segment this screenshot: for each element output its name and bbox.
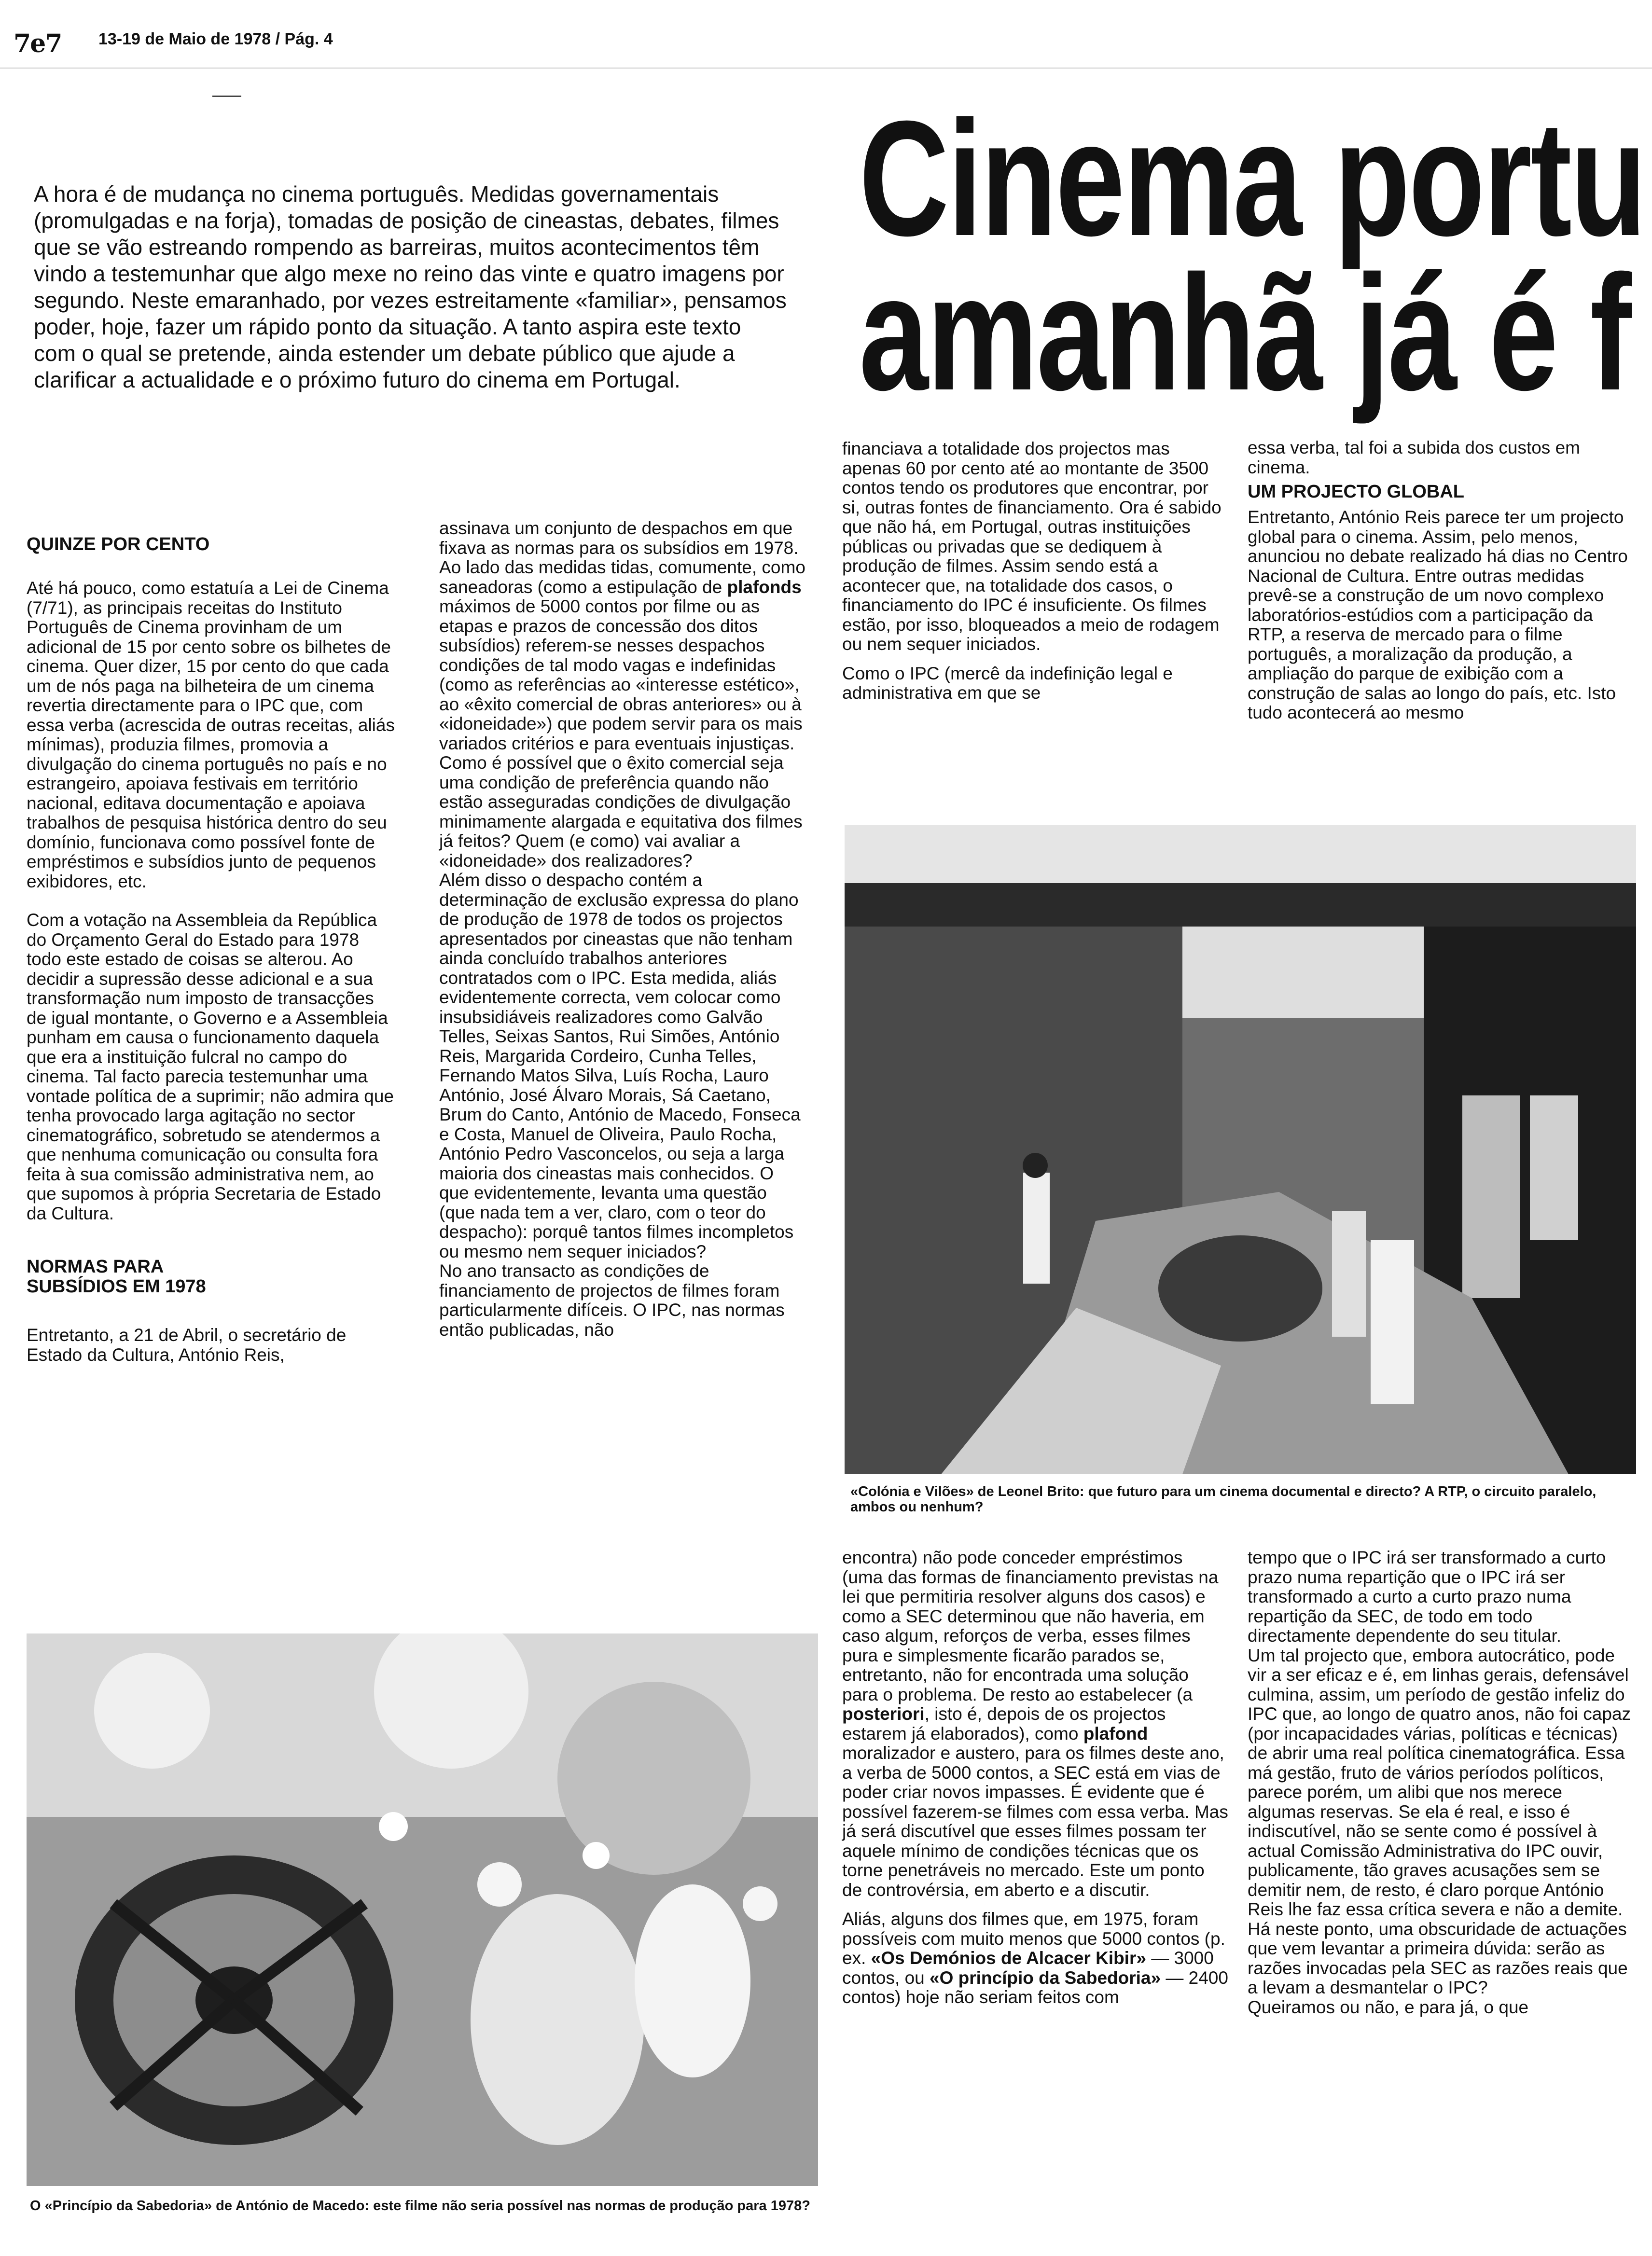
col4-bottom-paragraph-1: tempo que o IPC irá ser transformado a curto prazo numa repartição que o IPC irá ser transformado a curto a curto prazo numa repartição da SEC, de todo em todo directamente dependente do seu titular. (1248, 1548, 1606, 1646)
section-heading-quinze: QUINZE POR CENTO (27, 534, 210, 554)
col3-p2-text-a: Aliás, alguns dos filmes que, em 1975, foram possíveis com muito menos que 5000 contos (p. ex. (842, 1909, 1225, 1968)
column-4-top (1248, 438, 1629, 742)
col1-paragraph-3: Entretanto, a 21 de Abril, o secretário de Estado da Cultura, António Reis, (27, 1325, 347, 1365)
column-1 (27, 535, 398, 1384)
col2-p1-plafonds: plafonds (727, 577, 802, 597)
section-heading-normas (27, 1257, 398, 1297)
col4-top-paragraph-2: Entretanto, António Reis parece ter um projecto global para o cinema. Assim, pelo menos, anunciou no debate realizado há dias no Centro Nacional de Cultura. Entre outras medidas prevê-se a construção de um novo complexo laboratórios-estúdios com a participação da RTP, a reserva de mercado para o filme português, a moralização da produção, a ampliação do parque de exibição com a construção de salas ao longo do país, etc. Isto tudo acontecerá ao mesmo (1248, 507, 1628, 722)
col1-paragraph-1: Até há pouco, como estatuía a Lei de Cinema (7/71), as principais receitas do Instituto Português de Cinema provinham de um adicional de 15 por cento sobre os bilhetes de cinema. Quer dizer, 15 por cento do que cada um de nós paga na bilheteira de um cinema revertia directamente para o IPC que, com essa verba (acrescida de outras receitas, aliás mínimas), produzia filmes, promovia a divulgação do cinema português no país e no estrangeiro, apoiava festivais em território nacional, editava documentação e apoiava trabalhos de pesquisa histórica dentro do seu domínio, funcionava como possível fonte de empréstimos e subsídios junto de pequenos exibidores, etc. (27, 578, 395, 891)
lede-paragraph: A hora é de mudança no cinema português. Medidas governamentais (promulgadas e na forja), tomadas de posição de cineastas, debates, filmes que se vão estreando rompendo as barreiras, muitos acontecimentos têm vindo a testemunhar que algo mexe no reino das vinte e quatro imagens por segundo. Neste emaranhado, por vezes estreitamente «familiar», pensamos poder, hoje, fazer um rápido ponto da situação. A tanto aspira este texto com o qual se pretende, ainda estender um debate público que ajude a clarificar a actualidade e o próximo futuro do cinema em Portugal. (34, 181, 787, 392)
photo-sabedoria-caption: O «Princípio da Sabedoria» de António de Macedo: este filme não seria possível nas normas de produção para 1978? (30, 2198, 810, 2214)
column-3-bottom (842, 1548, 1228, 2027)
photo-colonia-illustration (845, 825, 1636, 1474)
col3-p1-plafond: plafond (1083, 1723, 1148, 1744)
section-heading-normas-line1: NORMAS PARA (27, 1257, 164, 1277)
col3-p1-posteriori: posteriori (842, 1704, 925, 1724)
col4-bottom-paragraph-3: Queiramos ou não, e para já, o que (1248, 1997, 1529, 2017)
col3-top-paragraph-2: Como o IPC (mercê da indefinição legal e administrativa em que se (842, 663, 1173, 703)
col3-p1-text-c: , isto é, depois de os projectos estarem já elaborados), como (842, 1704, 1166, 1744)
col2-paragraph-2: Além disso o despacho contém a determinação de exclusão expressa do plano de produção de 1978 de todos os projectos apresentados por cineastas que não tenham ainda concluído trabalhos anteriores contratados com o IPC. Esta medida, aliás evidentemente correcta, vem colocar como insubsidiáveis realizadores como Galvão Telles, Seixas Santos, Rui Simões, António Reis, Margarida Cordeiro, Cunha Telles, Fernando Matos Silva, Luís Rocha, Lauro António, José Álvaro Morais, Sá Caetano, Brum do Canto, António de Macedo, Fonseca e Costa, Manuel de Oliveira, Paulo Rocha, António Pedro Vasconcelos, ou seja a larga maioria dos cineastas mais conhecidos. O que evidentemente, levanta uma questão (que nada tem a ver, claro, com o teor do despacho): porquê tantos filmes incompletos ou mesmo nem sequer iniciados? (439, 870, 801, 1261)
col1-paragraph-2: Com a votação na Assembleia da República do Orçamento Geral do Estado para 1978 todo este estado de coisas se alterou. Ao decidir a supressão desse adicional e a sua transformação num imposto de transacções de igual montante, o Governo e a Assembleia punham em causa o funcionamento daquela que era a instituição fulcral no campo do cinema. Tal facto parecia testemunhar uma vontade política de a suprimir; não admira que tenha provocado larga agitação no sector cinematográfico, sobretudo se atendermos a que nenhuma comunicação ou consulta fora feita à sua comissão administrativa nem, ao que supomos à própria Secretaria de Estado da Cultura. (27, 910, 394, 1223)
col3-p2-sabedoria-title: «O princípio da Sabedoria» (930, 1967, 1161, 1988)
col3-p2-text-c: — 3000 contos, ou (842, 1948, 1214, 1988)
top-rule (0, 68, 1652, 69)
col3-p2-demonios-title: «Os Demónios de Alcacer Kibir» (871, 1948, 1146, 1968)
col4-bottom-paragraph-2: Um tal projecto que, embora autocrático, pode vir a ser eficaz e é, em linhas gerais, defensável culmina, assim, um período de gestão infeliz do IPC que, ao longo de quatro anos, não foi capaz (por incapacidades várias, políticas e técnicas) de abrir uma real política cinematográfica. Essa má gestão, fruto de vários períodos políticos, parece porém, um alibi que nos merece algumas reservas. Se ela é real, e isso é indiscutível, não se sente como é possível à actual Comissão Administrativa do IPC ouvir, publicamente, tão graves acusações sem se demitir nem, de resto, é claro porque António Reis lhe faz essa crítica severa e não a demite. Há neste ponto, uma obscuridade de actuações que vem levantar a primeira dúvida: serão as razões invocadas pela SEC as razões reais que a levam a desmantelar o IPC? (1248, 1645, 1631, 1997)
col3-bottom-paragraph-2 (842, 1910, 1228, 2007)
section-heading-projecto: UM PROJECTO GLOBAL (1248, 482, 1464, 502)
photo-colonia-caption: «Colónia e Vilões» de Leonel Brito: que futuro para um cinema documental e directo? A RTP, o circuito paralelo, ambos ou nenhum? (850, 1484, 1596, 1515)
col2-paragraph-3: No ano transacto as condições de financiamento de projectos de filmes foram particularmente difíceis. O IPC, nas normas então publicadas, não (439, 1261, 785, 1340)
column-4-bottom (1248, 1548, 1634, 2017)
col3-top-paragraph-1: financiava a totalidade dos projectos mas apenas 60 por cento até ao montante de 3500 contos tendo os produtores que encontrar, por si, outras fontes de financiamento. Ora é sabido que não há, em Portugal, outras instituições públicas ou privadas que se dediquem à produção de filmes. Assim sendo está a acontecer que, na totalidade dos casos, o financiamento do IPC é insuficiente. Os filmes estão, por isso, bloqueados a meio de rodagem ou nem sequer iniciados. (842, 439, 1222, 654)
photo-sabedoria-illustration (27, 1633, 818, 2186)
photo-principio-sabedoria (27, 1633, 818, 2186)
short-rule (212, 96, 241, 97)
col2-paragraph-1 (439, 519, 806, 871)
col3-p2-text-e: — 2400 contos) hoje não seriam feitos com (842, 1967, 1228, 2007)
masthead-logo: 7e7 (14, 29, 62, 58)
photo-colonia-e-viloes (845, 825, 1636, 1474)
col3-p1-text-a: encontra) não pode conceder empréstimos (uma das formas de financiamento previstas na lei que permitiria resolver alguns dos casos) e como a SEC determinou que não haveria, em caso algum, reforços de verba, esses filmes pura e simplesmente ficarão parados se, entretanto, não for encontrada uma solução para o problema. De resto ao estabelecer (a (842, 1548, 1219, 1704)
headline-line2: amanhã já é f (859, 241, 1630, 425)
col4-top-paragraph-1: essa verba, tal foi a subida dos custos em cinema. (1248, 438, 1580, 477)
col3-bottom-paragraph-1 (842, 1548, 1228, 1900)
date-line: 13-19 de Maio de 1978 / Pág. 4 (98, 30, 333, 48)
headline-line1: Cinema portu (859, 87, 1645, 270)
col2-p1-text-c: máximos de 5000 contos por filme ou as etapas e prazos de concessão dos ditos subsídios) referem-se nesses despachos condições de tal modo vagas e indefinidas (como as referências ao «interesse estético», ao «êxito comercial de obras anteriores» ou à «idoneidade») que podem servir para os mais variados critérios e para eventuais injustiças. Como é possível que o êxito comercial seja uma condição de preferência quando não estão asseguradas condições de divulgação minimamente alargada e equitativa dos filmes já feitos? Quem (e como) vai avaliar a «idoneidade» dos realizadores? (439, 596, 803, 871)
col2-p1-text-a: assinava um conjunto de despachos em que fixava as normas para os subsídios em 1978. Ao lado das medidas tidas, comumente, como saneadoras (como a estipulação de (439, 518, 805, 597)
column-2 (439, 519, 806, 1340)
section-heading-normas-line2: SUBSÍDIOS EM 1978 (27, 1276, 206, 1297)
column-3-top (842, 439, 1223, 722)
col3-p1-text-e: moralizador e austero, para os filmes deste ano, a verba de 5000 contos, a SEC está em vias de poder criar novos impasses. É evidente que é possível fazerem-se filmes com essa verba. Mas já será discutível que esses filmes possam ter aquele mínimo de condições técnicas que os torne penetráveis no mercado. Este um ponto de controvérsia, em aberto e a discutir. (842, 1743, 1228, 1900)
